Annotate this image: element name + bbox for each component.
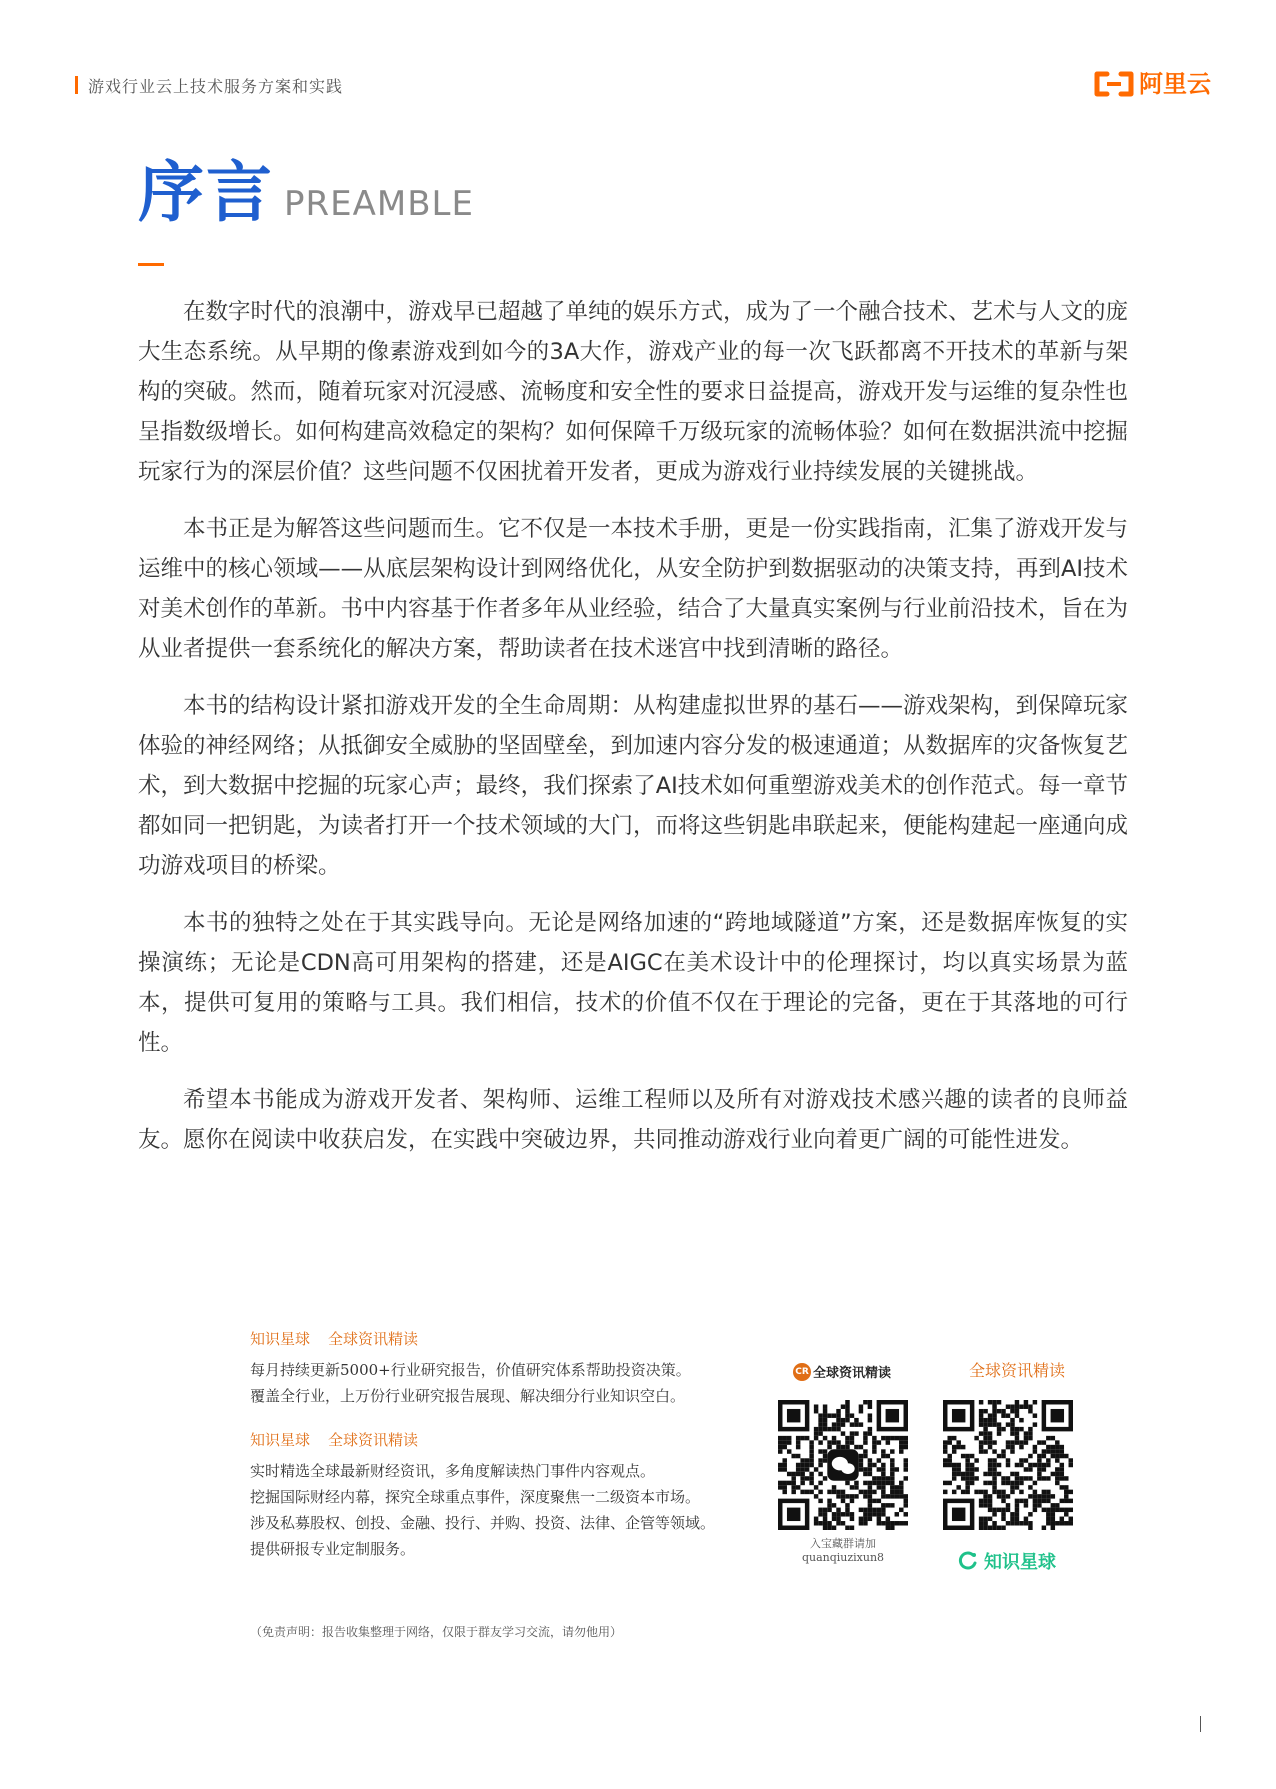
promo-line: 挖掘国际财经内幕，探究全球重点事件，深度聚焦一二级资本市场。 bbox=[250, 1488, 701, 1506]
promo-heading bbox=[250, 1328, 750, 1349]
zsxq-brand-text: 知识星球 bbox=[984, 1552, 1056, 1573]
logo-text: 阿里云 bbox=[1139, 70, 1211, 98]
page-marker bbox=[1200, 1716, 1201, 1732]
paragraph: 本书的结构设计紧扣游戏开发的全生命周期：从构建虚拟世界的基石——游戏架构，到保障玩家体验的神经网络；从抵御安全威胁的坚固壁垒，到加速内容分发的极速通道；从数据库的灾备恢复艺术，到大数据中挖掘的玩家心声；最终，我们探索了AI技术如何重塑游戏美术的创作范式。每一章节都如同一把钥匙，为读者打开一个技术领域的大门，而将这些钥匙串联起来，便能构建起一座通向成功游戏项目的桥梁。 bbox=[138, 693, 1129, 879]
qr-left-caption-line1: 入宝藏群请加 bbox=[810, 1537, 876, 1550]
paragraph: 本书的独特之处在于其实践导向。无论是网络加速的“跨地域隧道”方案，还是数据库恢复的实操演练；无论是CDN高可用架构的搭建，还是AIGC在美术设计中的伦理探讨，均以真实场景为蓝本，提供可复用的策略与工具。我们相信，技术的价值不仅在于理论的完备，更在于其落地的可行性。 bbox=[138, 910, 1128, 1056]
qr-code-left-icon bbox=[778, 1400, 908, 1530]
section-title-cn: 序言 bbox=[138, 154, 274, 231]
body-text bbox=[138, 292, 1128, 1177]
cr-badge-icon: CR bbox=[793, 1363, 811, 1381]
promo-heading-b: 全球资讯精读 bbox=[328, 1431, 419, 1449]
section-title bbox=[138, 154, 474, 231]
qr-right-label: 全球资讯精读 bbox=[968, 1361, 1065, 1380]
qr-left-caption bbox=[778, 1537, 908, 1565]
qr-left-label bbox=[793, 1362, 891, 1381]
promo-line: 覆盖全行业，上万份行业研究报告展现、解决细分行业知识空白。 bbox=[250, 1387, 686, 1405]
promo-heading bbox=[250, 1429, 750, 1450]
aliyun-logo-icon bbox=[1093, 71, 1135, 97]
paragraph: 在数字时代的浪潮中，游戏早已超越了单纯的娱乐方式，成为了一个融合技术、艺术与人文的庞大生态系统。从早期的像素游戏到如今的3A大作，游戏产业的每一次飞跃都离不开技术的革新与架构的突破。然而，随着玩家对沉浸感、流畅度和安全性的要求日益提高，游戏开发与运维的复杂性也呈指数级增长。如何构建高效稳定的架构？如何保障千万级玩家的流畅体验？如何在数据洪流中挖掘玩家行为的深层价值？这些问题不仅困扰着开发者，更成为游戏行业持续发展的关键挑战。 bbox=[138, 299, 1129, 485]
promo-line: 涉及私募股权、创投、金融、投行、并购、投资、法律、企管等领域。 bbox=[250, 1514, 716, 1532]
promo-heading-a: 知识星球 bbox=[250, 1431, 311, 1449]
header-title: 游戏行业云上技术服务方案和实践 bbox=[88, 77, 344, 96]
disclaimer: （免责声明：报告收集整理于网络，仅限于群友学习交流，请勿他用） bbox=[250, 1625, 623, 1639]
qr-left-caption-line2: quanqiuzixun8 bbox=[801, 1551, 885, 1564]
promo-line: 提供研报专业定制服务。 bbox=[250, 1540, 416, 1558]
title-underline bbox=[138, 263, 164, 266]
qr-left-label-text: 全球资讯精读 bbox=[813, 1366, 892, 1381]
promo-block bbox=[250, 1328, 750, 1562]
section-title-en: PREAMBLE bbox=[284, 184, 474, 224]
zsxq-brand bbox=[958, 1548, 1056, 1574]
qr-code-right-icon bbox=[943, 1400, 1073, 1530]
header-accent-bar bbox=[75, 76, 78, 94]
promo-line: 每月持续更新5000+行业研究报告，价值研究体系帮助投资决策。 bbox=[250, 1361, 691, 1379]
promo-heading-b: 全球资讯精读 bbox=[328, 1330, 419, 1348]
promo-heading-a: 知识星球 bbox=[250, 1330, 311, 1348]
zsxq-logo-icon bbox=[958, 1551, 978, 1571]
paragraph: 本书正是为解答这些问题而生。它不仅是一本技术手册，更是一份实践指南，汇集了游戏开发与运维中的核心领域——从底层架构设计到网络优化，从安全防护到数据驱动的决策支持，再到AI技术对美术创作的革新。书中内容基于作者多年从业经验，结合了大量真实案例与行业前沿技术，旨在为从业者提供一套系统化的解决方案，帮助读者在技术迷宫中找到清晰的路径。 bbox=[138, 516, 1129, 662]
paragraph: 希望本书能成为游戏开发者、架构师、运维工程师以及所有对游戏技术感兴趣的读者的良师益友。愿你在阅读中收获启发，在实践中突破边界，共同推动游戏行业向着更广阔的可能性进发。 bbox=[138, 1087, 1128, 1153]
aliyun-logo bbox=[1093, 71, 1211, 97]
promo-line: 实时精选全球最新财经资讯，多角度解读热门事件内容观点。 bbox=[250, 1462, 656, 1480]
